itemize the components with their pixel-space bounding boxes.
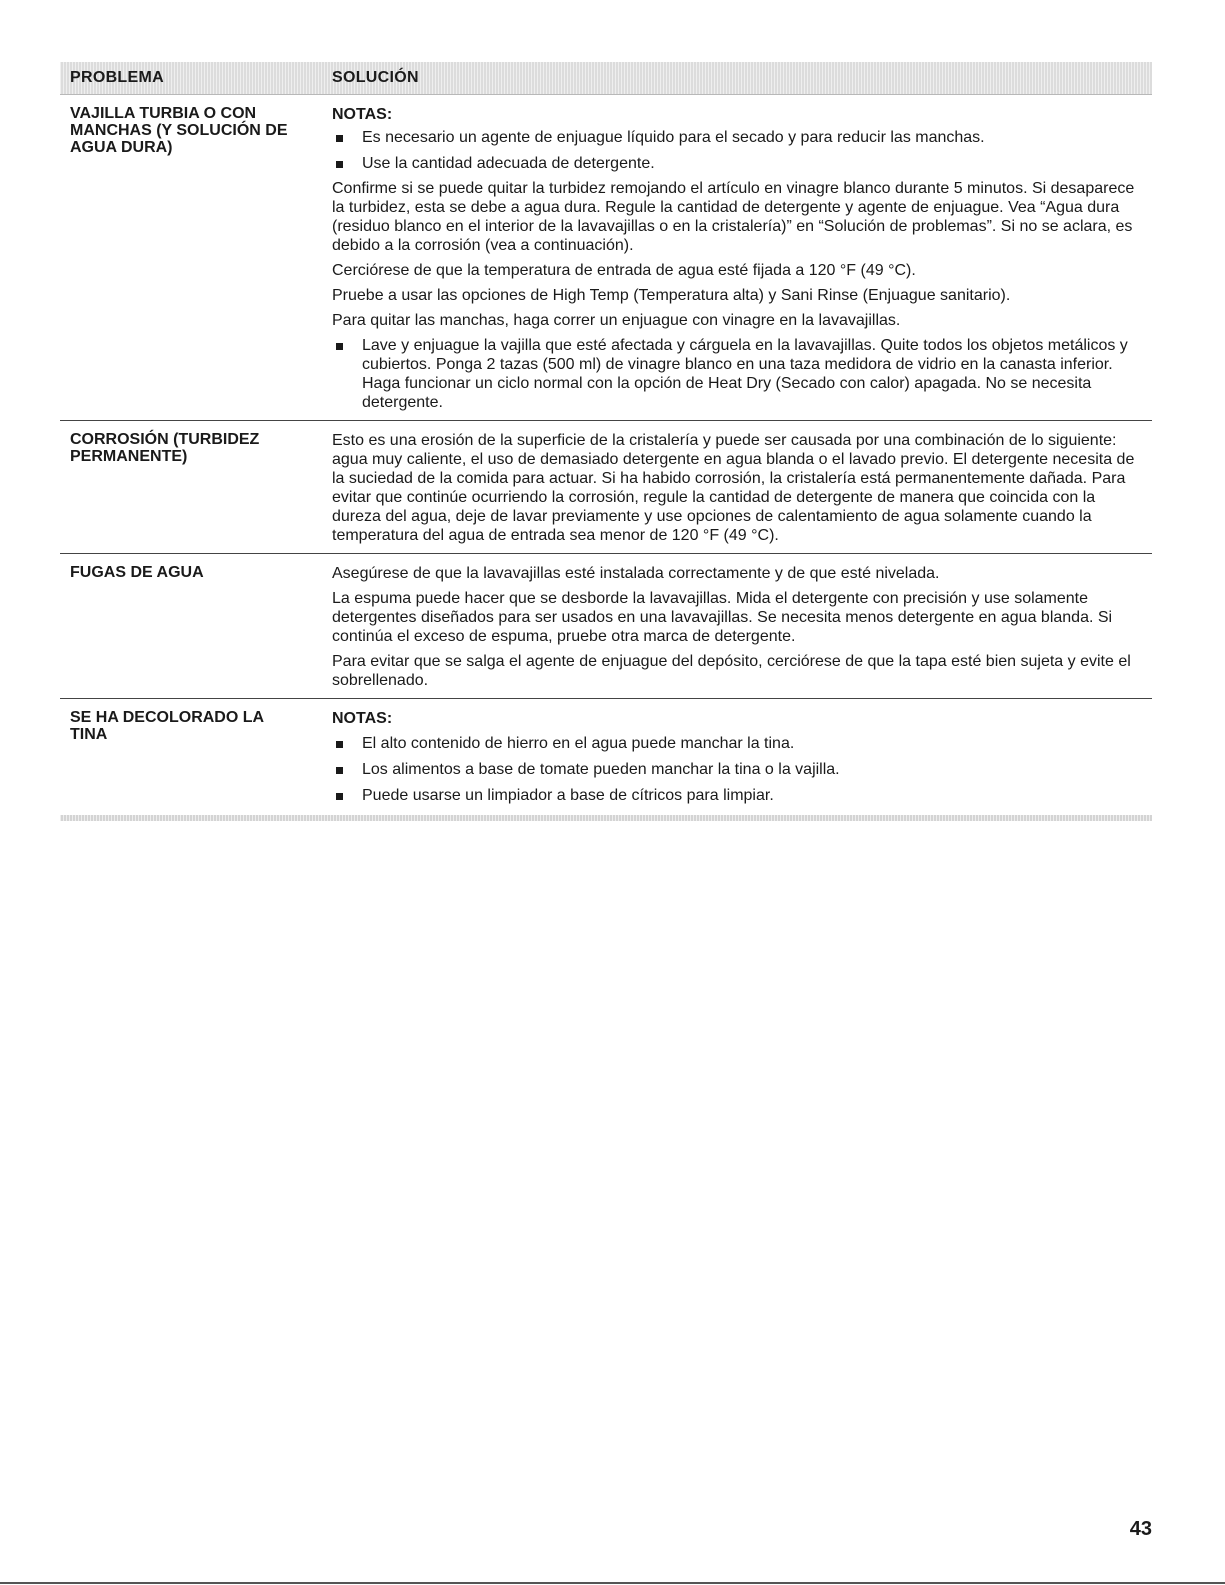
bullet-square-icon bbox=[332, 734, 362, 753]
page-bottom-rule bbox=[0, 1582, 1225, 1584]
problem-cell: FUGAS DE AGUA bbox=[70, 564, 204, 581]
bullet-square-icon bbox=[332, 336, 362, 412]
table-row bbox=[60, 699, 1152, 813]
page-number: 43 bbox=[1129, 1518, 1152, 1540]
list-item bbox=[332, 128, 1144, 147]
troubleshooting-table bbox=[60, 62, 1152, 821]
solution-paragraph: Esto es una erosión de la superficie de la cristalería y puede ser causada por una combinación de lo siguiente: agua muy caliente, el uso de demasiado detergente en agua blanda o el lavado previo. El detergente necesita de la suciedad de la comida para actuar. Si ha habido corrosión, la cristalería está permanentemente dañada. Para evitar que continúe ocurriendo la corrosión, regule la cantidad de detergente de manera que coincida con la dureza del agua, deje de lavar previamente y use opciones de calentamiento de agua solamente cuando la temperatura del agua de entrada sea menor de 120 °F (49 °C). bbox=[332, 432, 1135, 544]
list-item bbox=[332, 734, 1144, 753]
solution-paragraph: Para quitar las manchas, haga correr un enjuague con vinagre en la lavavajillas. bbox=[332, 312, 901, 329]
solution-cell bbox=[332, 431, 1152, 545]
header-problem: PROBLEMA bbox=[70, 69, 164, 86]
table-bottom-bar bbox=[60, 815, 1152, 821]
bullet-square-icon bbox=[332, 154, 362, 173]
list-item bbox=[332, 154, 1144, 173]
bullet-text: Es necesario un agente de enjuague líquido para el secado y para reducir las manchas. bbox=[362, 129, 985, 146]
bullet-text: Los alimentos a base de tomate pueden manchar la tina o la vajilla. bbox=[362, 761, 840, 778]
solution-cell bbox=[332, 564, 1152, 690]
table-row bbox=[60, 421, 1152, 554]
bullet-square-icon bbox=[332, 760, 362, 779]
solution-paragraph: Asegúrese de que la lavavajillas esté instalada correctamente y de que esté nivelada. bbox=[332, 565, 940, 582]
header-solution: SOLUCIÓN bbox=[332, 69, 419, 86]
table-row bbox=[60, 95, 1152, 421]
notes-label: NOTAS: bbox=[332, 106, 393, 123]
solution-paragraph: La espuma puede hacer que se desborde la lavavajillas. Mida el detergente con precisión y use solamente detergentes diseñados para ser usados en una lavavajillas. Se necesita menos detergente en agua blanda. Si continúa el exceso de espuma, pruebe otra marca de detergente. bbox=[332, 590, 1113, 645]
notes-label: NOTAS: bbox=[332, 710, 393, 727]
bullet-square-icon bbox=[332, 786, 362, 805]
solution-paragraph: Cerciórese de que la temperatura de entrada de agua esté fijada a 120 °F (49 °C). bbox=[332, 262, 916, 279]
solution-paragraph: Pruebe a usar las opciones de High Temp (Temperatura alta) y Sani Rinse (Enjuague sanitario). bbox=[332, 287, 1011, 304]
table-row bbox=[60, 554, 1152, 699]
list-item bbox=[332, 760, 1144, 779]
solution-paragraph: Para evitar que se salga el agente de enjuague del depósito, cerciórese de que la tapa esté bien sujeta y evite el sobrellenado. bbox=[332, 653, 1131, 689]
bullet-square-icon bbox=[332, 128, 362, 147]
list-item bbox=[332, 786, 1144, 805]
bullet-text: Lave y enjuague la vajilla que esté afectada y cárguela en la lavavajillas. Quite todos los objetos metálicos y cubiertos. Ponga 2 tazas (500 ml) de vinagre blanco en una taza medidora de vidrio en la canasta inferior. Haga funcionar un ciclo normal con la opción de Heat Dry (Secado con calor) apagada. No se necesita detergente. bbox=[362, 337, 1128, 411]
problem-cell: SE HA DECOLORADO LA TINA bbox=[70, 709, 264, 743]
bullet-text: Puede usarse un limpiador a base de cítricos para limpiar. bbox=[362, 787, 774, 804]
solution-paragraph: Confirme si se puede quitar la turbidez remojando el artículo en vinagre blanco durante 5 minutos. Si desaparece la turbidez, esta se debe a agua dura. Regule la cantidad de detergente y agente de enjuague. Vea “Agua dura (residuo blanco en el interior de la lavavajillas o en la cristalería)” en “Solución de problemas”. Si no se aclara, es debido a la corrosión (vea a continuación). bbox=[332, 180, 1135, 254]
solution-cell bbox=[332, 709, 1152, 805]
problem-cell: VAJILLA TURBIA O CON MANCHAS (Y SOLUCIÓN DE AGUA DURA) bbox=[70, 105, 288, 156]
bullet-text: El alto contenido de hierro en el agua puede manchar la tina. bbox=[362, 735, 795, 752]
bullet-text: Use la cantidad adecuada de detergente. bbox=[362, 155, 655, 172]
list-item bbox=[332, 336, 1144, 412]
solution-cell bbox=[332, 105, 1152, 412]
problem-cell: CORROSIÓN (TURBIDEZ PERMANENTE) bbox=[70, 431, 260, 465]
table-header bbox=[60, 62, 1152, 95]
